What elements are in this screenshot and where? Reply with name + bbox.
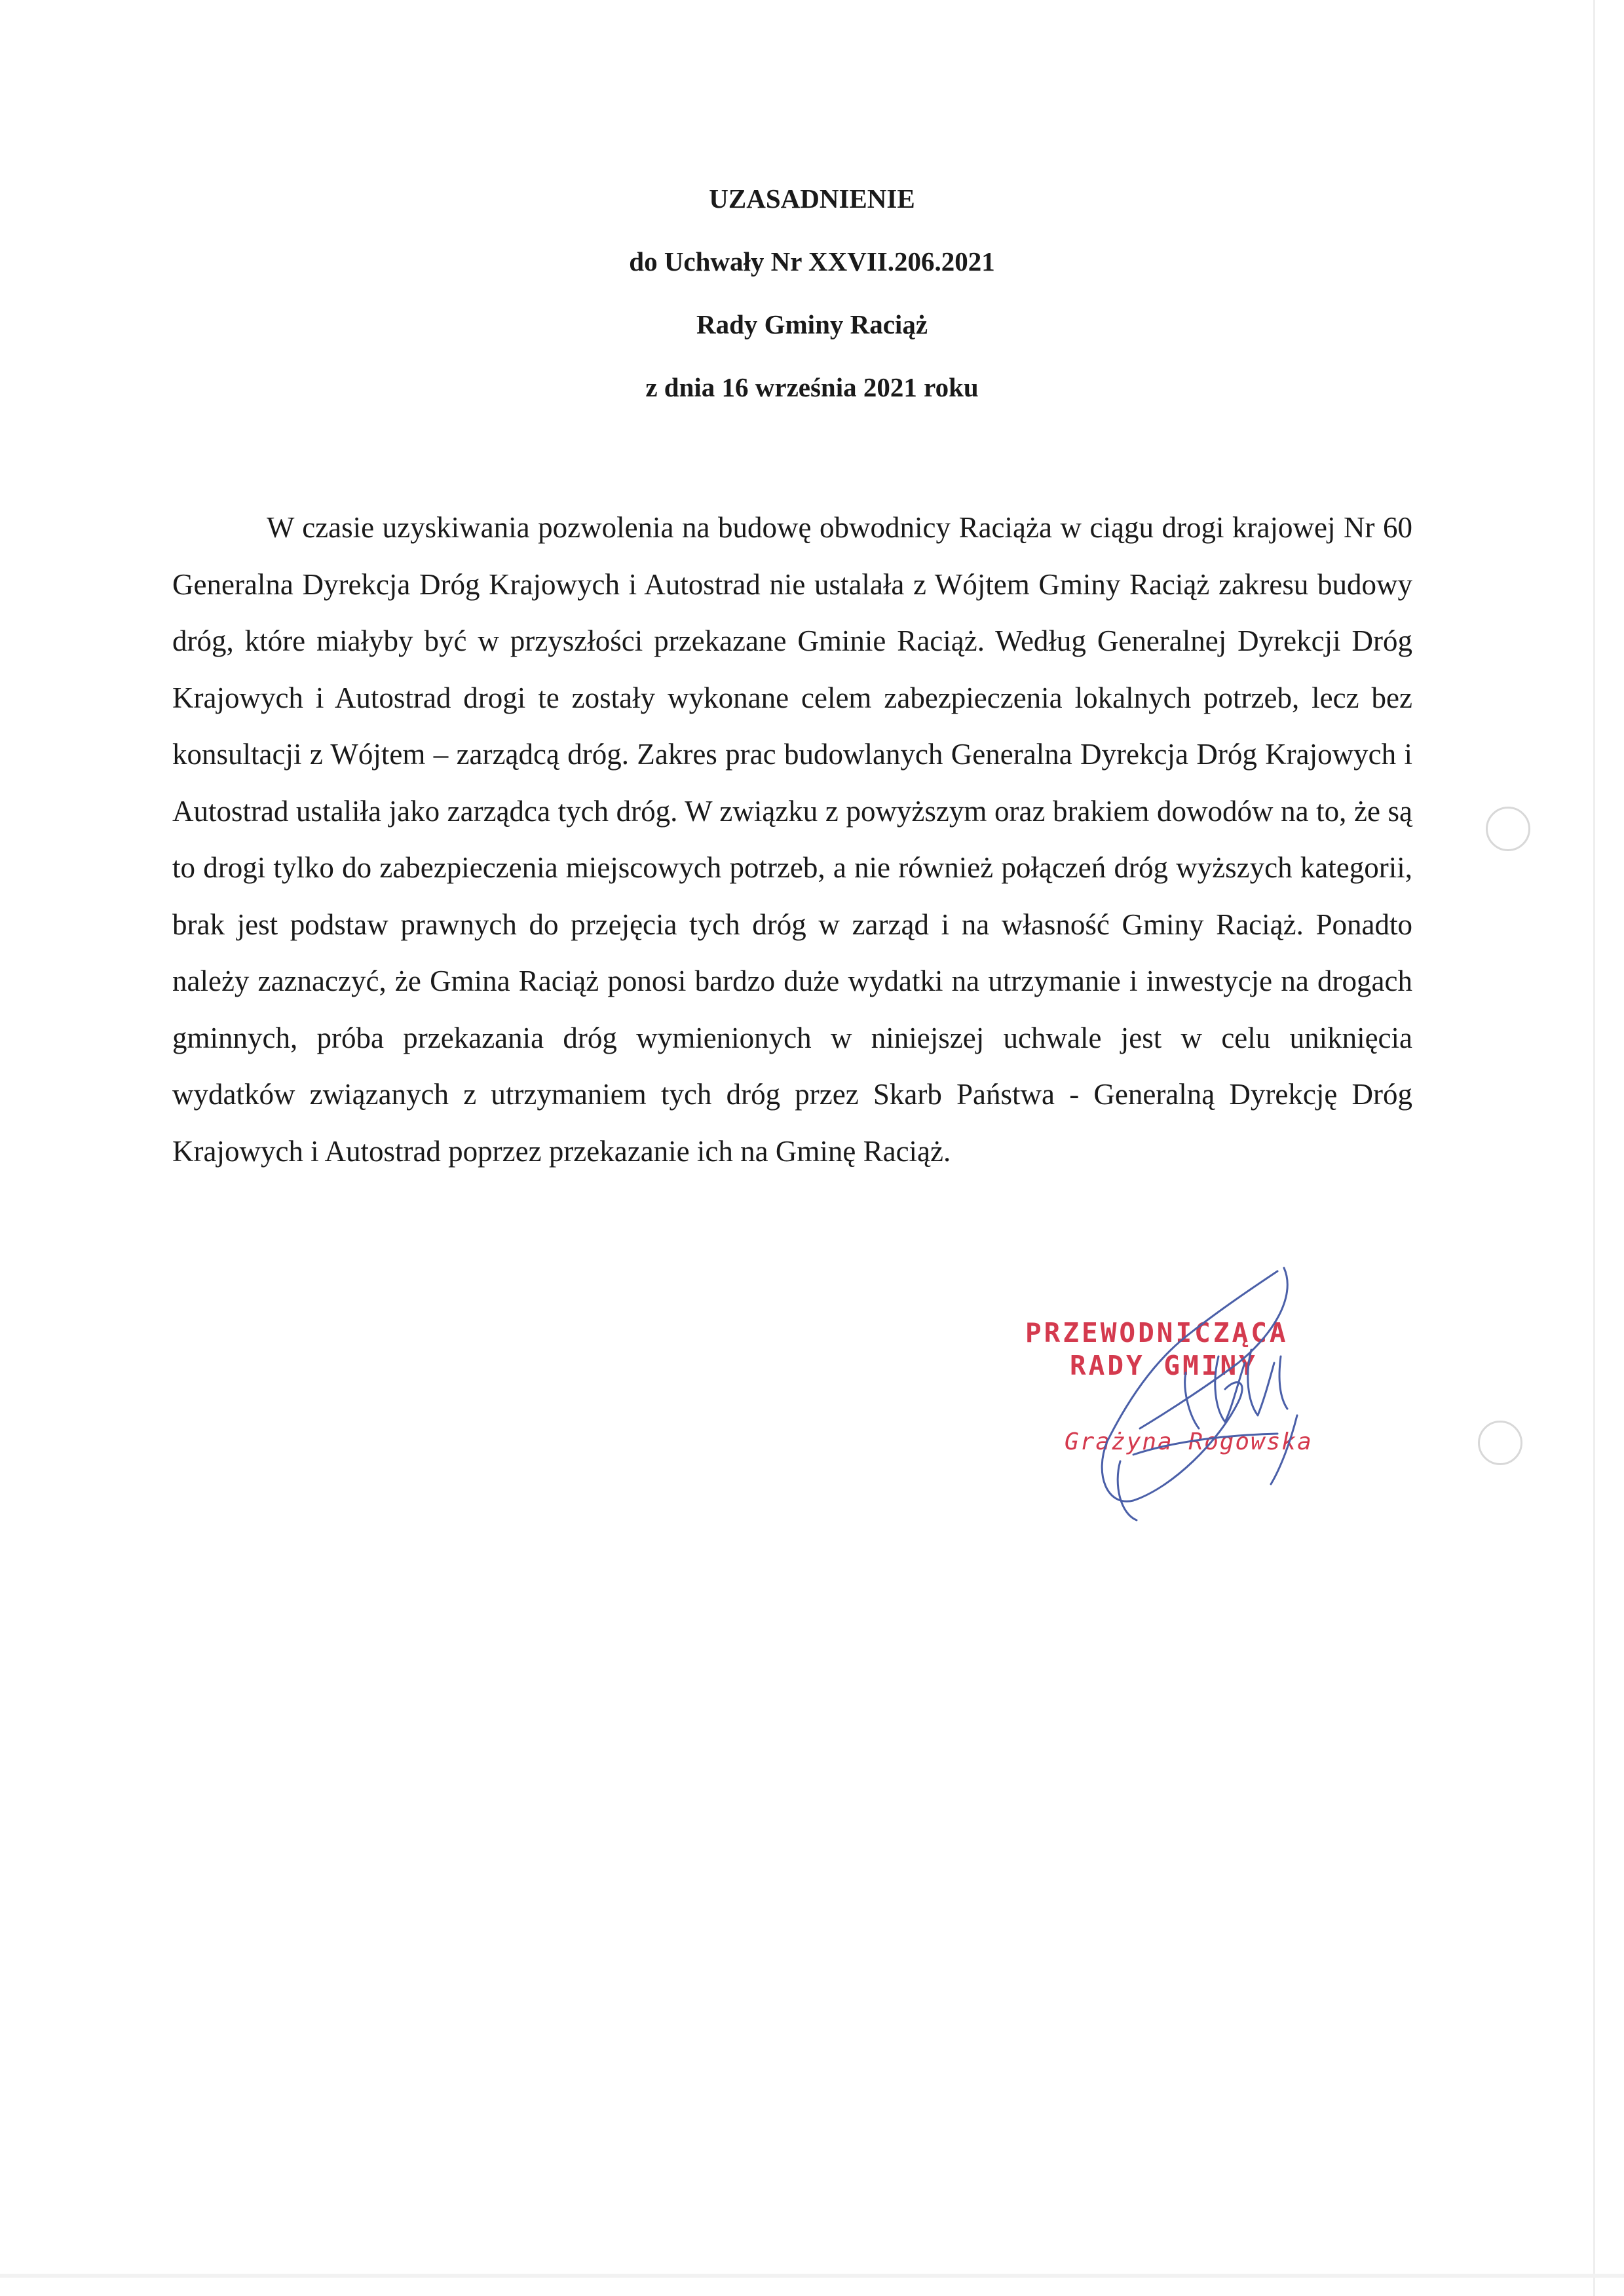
scan-bottom-edge	[0, 2274, 1624, 2278]
resolution-number: do Uchwały Nr XXVII.206.2021	[629, 246, 995, 277]
resolution-date: z dnia 16 września 2021 roku	[645, 372, 979, 402]
punch-hole-icon	[1478, 1421, 1522, 1465]
stamp-name: Grażyna Rogowska	[1065, 1428, 1313, 1455]
stamp-title: PRZEWODNICZĄCA	[1025, 1317, 1289, 1349]
document-title: UZASADNIENIE	[709, 183, 915, 214]
official-stamp	[1025, 1317, 1366, 1487]
council-name: Rady Gminy Raciąż	[696, 309, 928, 339]
document-header	[0, 167, 1624, 419]
stamp-subtitle: RADY GMINY	[1070, 1350, 1258, 1381]
justification-paragraph: W czasie uzyskiwania pozwolenia na budowę obwodnicy Raciąża w ciągu drogi krajowej Nr 60 Generalna Dyrekcja Dróg Krajowych i Autostrad nie ustalała z Wójtem Gminy Raciąż zakresu budowy dróg, które miałyby być w przyszłości przekazane Gminie Raciąż. Według Generalnej Dyrekcji Dróg Krajowych i Autostrad drogi te zostały wykonane celem zabezpieczenia lokalnych potrzeb, lecz bez konsultacji z Wójtem – zarządcą dróg. Zakres prac budowlanych Generalna Dyrekcja Dróg Krajowych i Autostrad ustaliła jako zarządca tych dróg. W związku z powyższym oraz brakiem dowodów na to, że są to drogi tylko do zabezpieczenia miejscowych potrzeb, a nie również połączeń dróg wyższych kategorii, brak jest podstaw prawnych do przejęcia tych dróg w zarząd i na własność Gminy Raciąż. Ponadto należy zaznaczyć, że Gmina Raciąż ponosi bardzo duże wydatki na utrzymanie i inwestycje na drogach gminnych, próba przekazania dróg wymienionych w niniejszej uchwale jest w celu uniknięcia wydatków związanych z utrzymaniem tych dróg przez Skarb Państwa - Generalną Dyrekcję Dróg Krajowych i Autostrad poprzez przekazanie ich na Gminę Raciąż.	[172, 511, 1412, 1168]
punch-hole-icon	[1486, 807, 1530, 851]
